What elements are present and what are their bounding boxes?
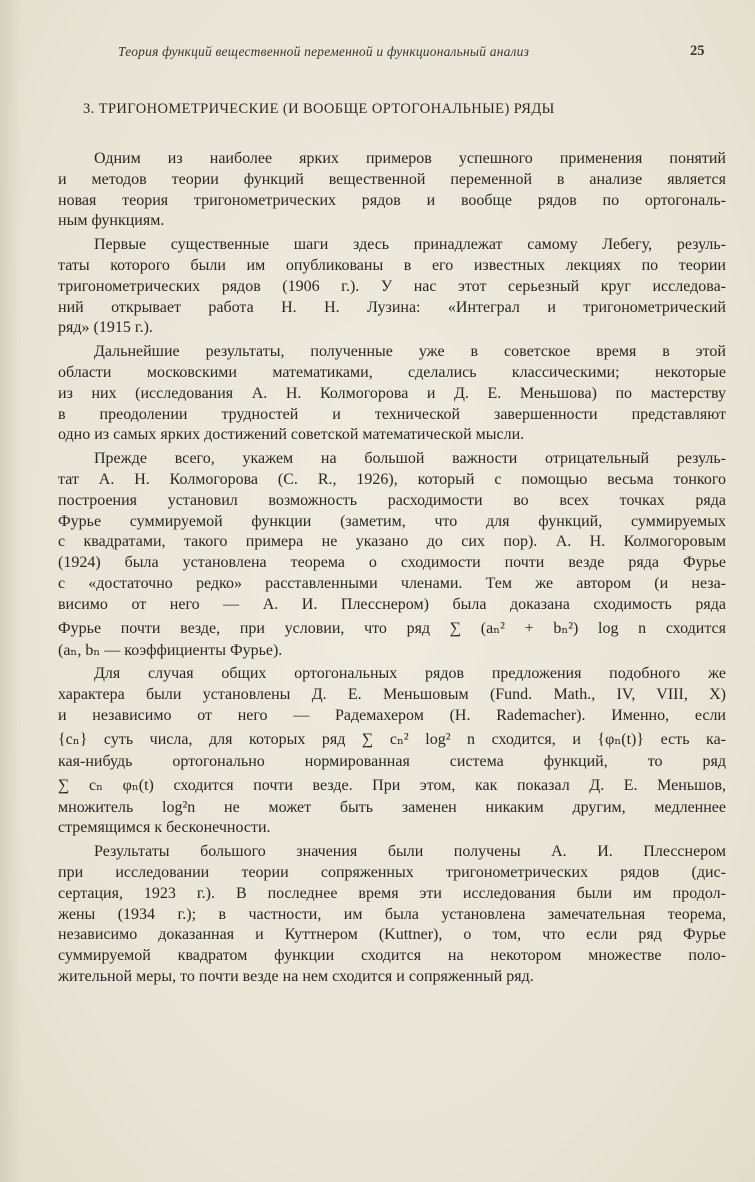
text-line: (aₙ, bₙ — коэффициенты Фурье).	[58, 641, 283, 659]
section-title: 3. ТРИГОНОМЕТРИЧЕСКИЕ (И ВООБЩЕ ОРТОГОНАЛЬНЫЕ) РЯДЫ	[83, 101, 555, 117]
text-line: висимо от него — А. И. Плесснером) была доказана сходимость ряда	[58, 595, 726, 613]
paragraph	[58, 235, 726, 339]
page-number: 25	[690, 43, 705, 59]
text-line: Первые существенные шаги здесь принадлежат самому Лебегу, резуль-	[94, 236, 726, 254]
text-line: таты которого были им опубликованы в его известных лекциях по теории	[58, 256, 726, 274]
text-line: жительной меры, то почти везде на нем сходится и сопряженный ряд.	[58, 967, 534, 985]
running-head: Теория функций вещественной переменной и функциональный анализ	[118, 44, 530, 59]
body-text	[58, 146, 726, 988]
text-line: стремящимся к бесконечности.	[58, 819, 271, 837]
text-line: построения установил возможность расходимости во всех точках ряда	[58, 491, 726, 509]
text-line: независимо доказанная и Куттнером (Kuttner), о том, что если ряд Фурье	[58, 926, 726, 944]
page-binding-shadow	[0, 0, 22, 1182]
text-line: Фурье почти везде, при условии, что ряд ∑ (aₙ² + bₙ²) log n сходится	[58, 619, 726, 637]
paragraph	[58, 664, 726, 839]
text-line: сертация, 1923 г.). В последнее время эти исследования были им продол-	[58, 884, 726, 902]
text-line: Дальнейшие результаты, полученные уже в советское время в этой	[94, 343, 726, 361]
text-line: тат А. Н. Колмогорова (C. R., 1926), который с помощью весьма тонкого	[58, 470, 726, 488]
text-line: Для случая общих ортогональных рядов предложения подобного же	[94, 665, 726, 683]
text-line: {cₙ} суть числа, для которых ряд ∑ cₙ² log² n сходится, и {φₙ(t)} есть ка-	[58, 730, 726, 748]
text-line: ∑ cₙ φₙ(t) сходится почти везде. При этом, как показал Д. Е. Меньшов,	[58, 776, 726, 794]
text-line: Прежде всего, укажем на большой важности отрицательный резуль-	[94, 450, 726, 468]
text-line: жены (1934 г.); в частности, им была установлена замечательная теорема,	[58, 905, 726, 923]
text-line: Результаты большого значения были получены А. И. Плесснером	[94, 843, 726, 861]
text-line: Фурье суммируемой функции (заметим, что для функций, суммируемых	[58, 512, 726, 530]
text-line: множитель log²n не может быть заменен никаким другим, медленнее	[58, 798, 726, 816]
text-line: суммируемой квадратом функции сходится на некотором множестве поло-	[58, 947, 726, 965]
text-line: с «достаточно редко» расставленными членами. Тем же автором (и неза-	[58, 574, 726, 592]
paragraph	[58, 149, 726, 232]
text-line: при исследовании теории сопряженных тригонометрических рядов (дис-	[58, 863, 726, 881]
text-line: ным функциям.	[58, 212, 165, 230]
text-line: Одним из наиболее ярких примеров успешного применения понятий	[94, 150, 726, 167]
text-line: ряд» (1915 г.).	[58, 319, 153, 337]
text-line: и методов теории функций вещественной переменной в анализе является	[58, 170, 726, 188]
text-line: из них (исследования А. Н. Колмогорова и Д. Е. Меньшова) по мастерству	[58, 384, 726, 402]
text-line: области московскими математиками, сделались классическими; некоторые	[58, 363, 726, 381]
text-line: характера были установлены Д. Е. Меньшовым (Fund. Math., IV, VIII, X)	[58, 686, 726, 704]
text-line: ний открывает работа Н. Н. Лузина: «Интеграл и тригонометрический	[58, 298, 726, 316]
text-line: (1924) была установлена теорема о сходимости почти везде ряда Фурье	[58, 554, 726, 572]
paragraph	[58, 449, 726, 661]
text-line: новая теория тригонометрических рядов и вообще рядов по ортогональ-	[58, 191, 726, 209]
text-line: в преодолении трудностей и технической завершенности представляют	[58, 405, 726, 423]
text-line: кая-нибудь ортогонально нормированная система функций, то ряд	[58, 752, 726, 770]
text-line: с квадратами, такого примера не указано до сих пор). А. Н. Колмогоровым	[58, 533, 726, 551]
text-line: и независимо от него — Радемахером (H. Rademacher). Именно, если	[58, 706, 726, 724]
text-line: одно из самых ярких достижений советской математической мысли.	[58, 426, 525, 444]
paragraph	[58, 342, 726, 446]
text-line: тригонометрических рядов (1906 г.). У нас этот серьезный круг исследова-	[58, 277, 726, 295]
paragraph	[58, 842, 726, 988]
